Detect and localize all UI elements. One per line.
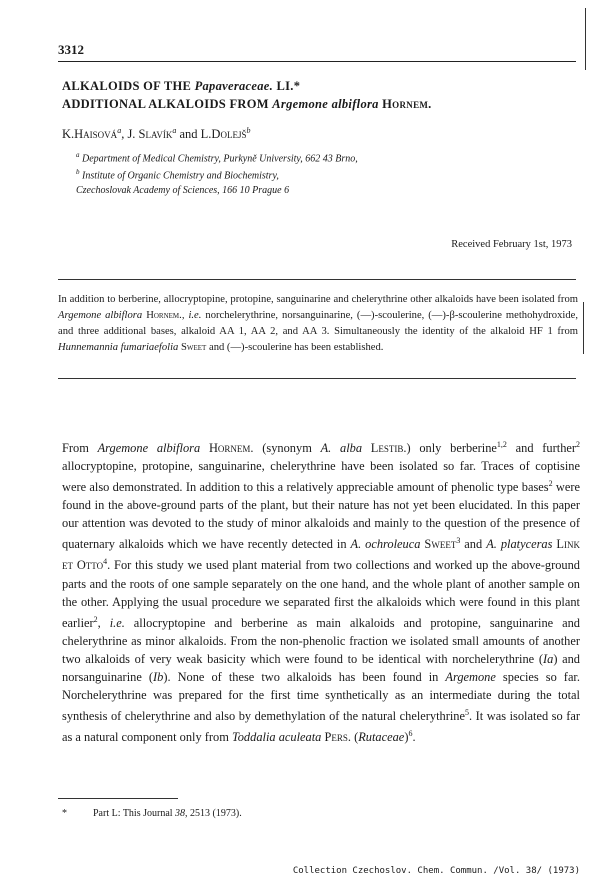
body-genus: Argemone [445, 669, 496, 684]
body-paragraph [62, 436, 580, 746]
footnote-text: , 2513 (1973). [185, 808, 242, 819]
body-authority: Hornem. [200, 441, 254, 456]
body-text: (synonym [253, 441, 321, 456]
body-text: and further [506, 441, 577, 456]
body-text: . For this study we used plant material from two collections and worked up the above-ground parts and the roots of one sample separately on the one hand, and the whole plant of another sample on the other. Applying the usual procedure we separated first the alkaloids which were found in this plant earlier [62, 558, 581, 630]
body-authority: Pers. [321, 729, 351, 744]
body-text: . [412, 729, 416, 744]
footnote [62, 808, 242, 819]
body-text: ) [404, 729, 409, 744]
author-name: K.Haisová [62, 127, 118, 142]
author-separator: and [176, 127, 201, 142]
body-text: ) only berberine [406, 441, 497, 456]
body-text: From [62, 441, 98, 456]
reference-mark: 6 [408, 728, 413, 738]
reference-mark: 3 [456, 536, 461, 546]
header-rule [58, 61, 576, 62]
affiliation-mark: b [76, 168, 80, 176]
title-text: ADDITIONAL ALKALOIDS FROM [62, 97, 273, 111]
author-affiliation-mark: b [246, 126, 251, 135]
article-title-line-2 [62, 97, 432, 112]
title-taxon: Papaveraceae. [194, 79, 274, 93]
affiliation-text: Department of Medical Chemistry, Purkyně University, 662 43 Brno, [79, 153, 358, 165]
affiliation-text: Institute of Organic Chemistry and Biochemistry, [79, 170, 279, 182]
body-species: A. alba [320, 441, 363, 456]
author-name: L.Dolejš [200, 127, 247, 142]
footnote-volume: 38 [175, 808, 186, 819]
received-date: Received February 1st, 1973 [451, 239, 572, 250]
body-species: Toddalia aculeata [231, 729, 322, 744]
body-text: , [97, 615, 110, 630]
body-text: . It was isolated so far as a natural component only from [62, 708, 581, 744]
abstract-text: and (—)-scoulerine has been established. [206, 342, 384, 353]
scan-mark-middle [583, 302, 584, 354]
body-species: Argemone albiflora [97, 441, 201, 456]
abstract-text: norchelerythrine, norsanguinarine, (—)-scoulerine, (—)-β-scoulerine methohydroxide, and three additional bases, alkaloid AA 1, AA 2, and AA 3. Simultaneously the identity of the alkaloid HF 1 from [58, 310, 578, 337]
title-authority: Hornem. [378, 97, 432, 111]
abstract-species: Hunnemannia fumariaefolia [58, 342, 179, 353]
body-ie: i.e. [109, 615, 125, 630]
reference-mark: 2 [548, 479, 553, 489]
body-species: A. platyceras [486, 537, 553, 552]
reference-mark: 2 [93, 614, 98, 624]
title-species: Argemone albiflora [272, 97, 379, 111]
body-authority: Sweet [420, 537, 457, 552]
page-number: 3312 [58, 42, 84, 57]
title-text: ALKALOIDS OF THE [62, 79, 195, 93]
body-text: ). None of these two alkaloids has been found in [163, 669, 446, 684]
author-separator: , [121, 127, 128, 142]
journal-footer: Collection Czechoslov. Chem. Commun. /Vol. 38/ (1973) [292, 866, 580, 876]
body-text: species so far. Norchelerythrine was prepared for the first time synthetically as an intermediate during the total synthesis of chelerythrine and also by demethylation of the natural chelerythrine [62, 669, 580, 723]
reference-mark: 2 [576, 440, 581, 449]
footnote-mark: * [62, 808, 67, 819]
author-affiliation-mark: a [117, 126, 122, 135]
abstract-rule-top [58, 279, 576, 280]
body-text: were found in the above-ground parts of the plant, but their nature has not yet been elucidated. In this paper our attention was devoted to the study of minor alkaloids and mainly to the question of the presence of quaternary alkaloids which we have recently detected in [62, 480, 580, 552]
abstract [58, 292, 578, 356]
affiliation-mark: a [76, 151, 80, 159]
body-text: allocryptopine, protopine, sanguinarine, chelerythrine have been isolated so far. Traces of coptisine were also demonstrated. In addition to this a relatively appreciable amount of phenolic type bases [62, 459, 580, 495]
abstract-text: In addition to berberine, allocryptopine, protopine, sanguinarine and chelerythrine other alkaloids have been isolated from [58, 294, 578, 305]
body-text: and [460, 537, 487, 552]
abstract-rule-bottom [58, 378, 576, 379]
scan-mark-top [585, 8, 586, 70]
compound-label: Ib [153, 669, 164, 684]
reference-mark: 1,2 [496, 440, 507, 449]
abstract-species: Argemone albiflora [58, 310, 143, 321]
reference-mark: 5 [465, 707, 469, 717]
title-part-number: LI.* [273, 79, 301, 93]
author-name: J. Slavík [127, 127, 173, 142]
reference-mark: 4 [103, 557, 108, 567]
abstract-ie: , i.e. [181, 310, 202, 321]
abstract-authority: Hornem. [142, 310, 182, 321]
body-family: Rutaceae [358, 729, 405, 744]
affiliation-a [76, 151, 358, 164]
footnote-rule [58, 798, 178, 799]
body-authority: Link et Otto [62, 537, 581, 573]
author-affiliation-mark: a [172, 126, 177, 135]
abstract-authority: Sweet [178, 342, 207, 353]
body-text: ( [350, 729, 359, 744]
author-list [62, 126, 250, 142]
footnote-text: Part L: This Journal [93, 808, 176, 819]
affiliation-b-line-2: Czechoslovak Academy of Sciences, 166 10 Prague 6 [76, 185, 290, 196]
body-authority: Lestib. [362, 441, 407, 456]
article-title-line-1 [62, 79, 300, 94]
body-species: A. ochroleuca [350, 537, 421, 552]
affiliation-b [76, 168, 279, 181]
body-text: allocryptopine and berberine as main alkaloids and protopine, sanguinarine and chelerythrine as minor alkaloids. From the non-phenolic fraction we isolated small amounts of another two alkaloids of very weak basicity which were found to be identical with norchelerythrine ( [62, 615, 580, 666]
body-text: ) and norsanguinarine ( [62, 651, 580, 684]
compound-label: Ia [542, 651, 554, 666]
